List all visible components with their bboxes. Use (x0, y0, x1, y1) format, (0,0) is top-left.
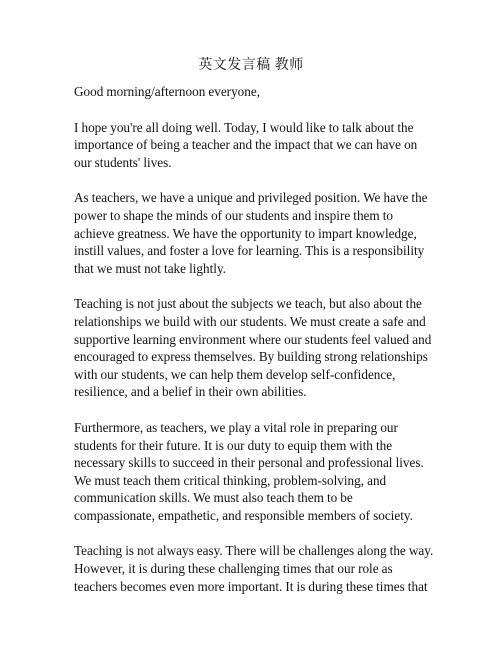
role-paragraph: As teachers, we have a unique and privileged position. We have the power to shape the minds of our students and inspire them to achieve greatness. We have the opportunity to impart knowledge, instill values, and foster a love for learning. This is a responsibility that we must not take lightly. (74, 190, 428, 276)
challenges-paragraph: Teaching is not always easy. There will be challenges along the way. However, it is during these challenging times that our role as teachers becomes even more important. It is during these times that (74, 543, 434, 594)
greeting-paragraph: Good morning/afternoon everyone, (74, 84, 261, 99)
document-body (74, 56, 434, 613)
intro-paragraph: I hope you're all doing well. Today, I would like to talk about the importance of being a teacher and the impact that we can have on our students' lives. (74, 119, 418, 170)
relationships-paragraph: Teaching is not just about the subjects we teach, but also about the relationships we build with our students. We must create a safe and supportive learning environment where our students feel valued and encouraged to express themselves. By building strong relationships with our students, we can help them develop self-confidence, resilience, and a belief in their own abilities. (74, 296, 432, 400)
document-title: 英文发言稿 教师 (198, 58, 304, 73)
future-paragraph: Furthermore, as teachers, we play a vital role in preparing our students for their future. It is our duty to equip them with the necessary skills to succeed in their personal and professional lives. We must teach them critical thinking, problem-solving, and communication skills. We must also teach them to be compassionate, empathetic, and responsible members of society. (74, 419, 424, 523)
